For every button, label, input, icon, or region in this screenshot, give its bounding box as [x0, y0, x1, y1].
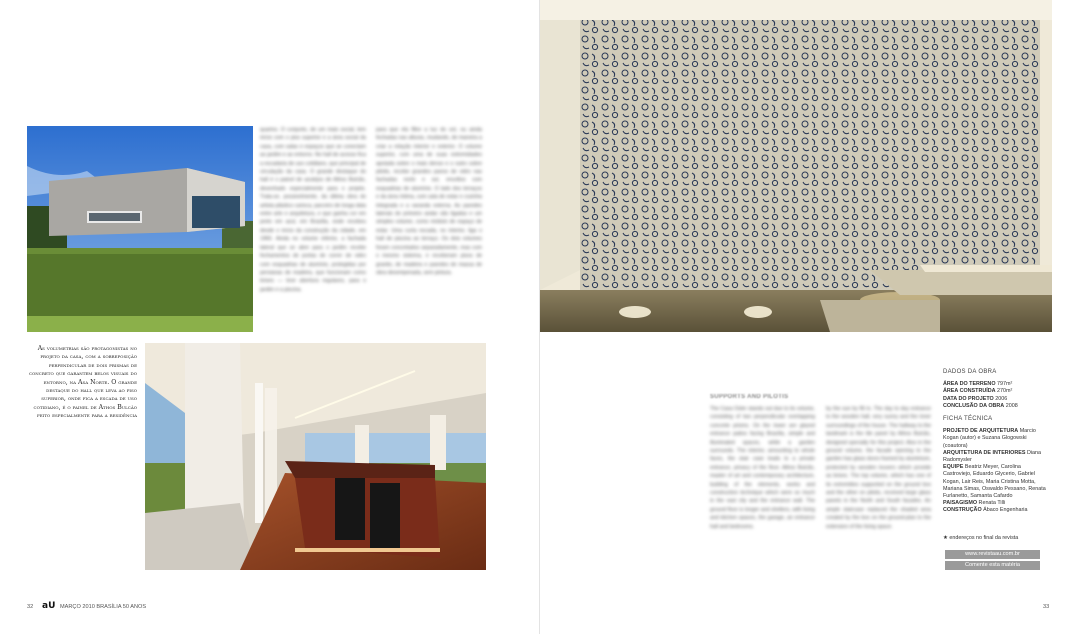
- address-note: ★ endereços no final da revista: [943, 535, 1019, 541]
- dados-row: DATA DO PROJETO 2006: [943, 395, 1008, 402]
- tecnica-heading: FICHA TÉCNICA: [943, 416, 993, 423]
- star-icon: ★: [943, 535, 948, 541]
- tecnica-row: PAISAGISMO Renata Tilli: [943, 500, 1006, 507]
- photo-kitchen-interior: [145, 343, 486, 570]
- photo-athos-bulcao-panel: [540, 0, 1052, 332]
- dados-row: CONCLUSÃO DA OBRA 2008: [943, 402, 1018, 409]
- dados-row: ÁREA CONSTRUÍDA 270m²: [943, 388, 1013, 395]
- photo-caption: As volumetrias são protagonistas no projeto da casa, com a sobreposição perpendicular de dois prismas de concreto que garantem belos visuais do entorno, na Asa Norte. O grande destaque do hall que leva ao piso superior, onde fica a escada de uso cotidiano, é o painel de Athos Bulcão feito especialmente para a residência: [28, 345, 137, 420]
- website-link-button[interactable]: www.revistaau.com.br: [945, 550, 1040, 559]
- english-text-column-1: The Casa Osler stands out due to its volume, consisting of two perpendicular overlapping concrete prisms. On the lower are glazed entrance patios facing Brasília, simple and illuminated spaces, while a garden surrounds. The interior, amounting to whole faces, the stair case leads to a private entrance, privacy of the floor. Athos Bulcão, master of art and contemporary architecture, building of the elements, works and construction technique which were so much in the vast city and the entrance wall. The ground floor is longer and shelters, with living and kitchen spaces, the garage, an entrance hall and bedrooms.: [710, 406, 815, 530]
- dados-row: ÁREA DO TERRENO 797m²: [943, 381, 1013, 388]
- comment-button[interactable]: Comente esta matéria: [945, 561, 1040, 570]
- page-number-right: 33: [1043, 604, 1050, 610]
- issue-label: MARÇO 2010 BRASÍLIA 50 ANOS: [60, 604, 147, 610]
- technical-sheet: [943, 369, 1048, 515]
- tecnica-row: CONSTRUÇÃO Ábaco Engenharia: [943, 507, 1028, 514]
- tecnica-row: PROJETO DE ARQUITETURA Marcio Kogan (autor) e Suzana Glogowski (coautora): [943, 428, 1036, 449]
- dados-heading: DADOS DA OBRA: [943, 369, 997, 375]
- tecnica-row: EQUIPE Beatriz Meyer, Carolina Castroviejo, Eduardo Glycerio, Gabriel Kogan, Lair Reis, Maria Cristina Motta, Mariana Simas, Oswaldo Pessano, Renata Furlanetto, Samanta Cafardo: [943, 464, 1046, 500]
- english-text-column-2: by the sun by flit in. The day to day entrance to the wooden hall, very sunny and the inner surroundings of the house. The hallway to the landmark is the tile panel by Athos Bulcão, designed specially for this project. Also in the ground volume, the facade opening to the garden has glass doors framed by aluminium, protected by wooden louvers which provide as brises. The top volume, which has one of its extremities supported on the ground box and the other on pilotis, received large glass panels in the North and South facades. An ample staircase replaced the shaded area created by the box on the ground-plan to the extension of the living space.: [826, 406, 931, 530]
- photo-house-exterior: [27, 126, 253, 332]
- body-text-column-1: quartos. O conjunto, de um mais social, tem início com o piso superior e a área social da casa, com salas e espaços que se conectam ao jardim e ao entorno. No hall de acesso fica a escadaria de uso cotidiano, que principal de circulação da casa. O grande destaque do hall é o painel de azulejos de Athos Bulcão, desenhado especialmente para o projeto. Trata-se, possivelmente, da última obra do artista plástico carioca, parceiro de longa data entre arte e arquitetura, e que ganha cor em preto em azul, em Brasília, onde recebeu desde o início da construção da cidade, em 1960. Ainda no volume inferior, a fachada lateral que se abre para o jardim recebe fechamentos de portas de correr de vidro com esquadrias de alumínio, protegidas por persianas de madeira, que funcionam como brises — leve abertura regulares, para o jardim e a piscina.: [260, 127, 366, 293]
- page-number-left: 32: [27, 604, 34, 610]
- body-text-column-2: para que ela filtre a luz do sol, ou ainda fechadas nas alturas, mudando, de maneira a criar a relação interior e exterior. O volume superior, com uma de suas extremidades apoiada sobre o mais denso e o outro sobre pilotis, recebe grandes panos de vidro nas fachadas norte e sul, envoltos com esquadrias de alumínio. O lado dos terraços e da área íntima, com sala de estar e cozinha integrada e a varanda externa. As paredes laterais do primeiro andar são ligadas e um simples volume, como módulo de espaço de estar. Uma curta escada, no interior, liga o hall de piscina ao terraço. Os dois volumes foram concretados separadamente, mas com o mesmo sistema, e receberam pisos de granito, de madeira e paredes de massa de obra desempenada, sem pintura.: [376, 127, 482, 276]
- magazine-logo: aU: [42, 601, 56, 611]
- section-heading: SUPPORTS AND PILOTIS: [710, 394, 789, 400]
- tecnica-row: ARQUITETURA DE INTERIORES Diana Radomysler: [943, 449, 1042, 464]
